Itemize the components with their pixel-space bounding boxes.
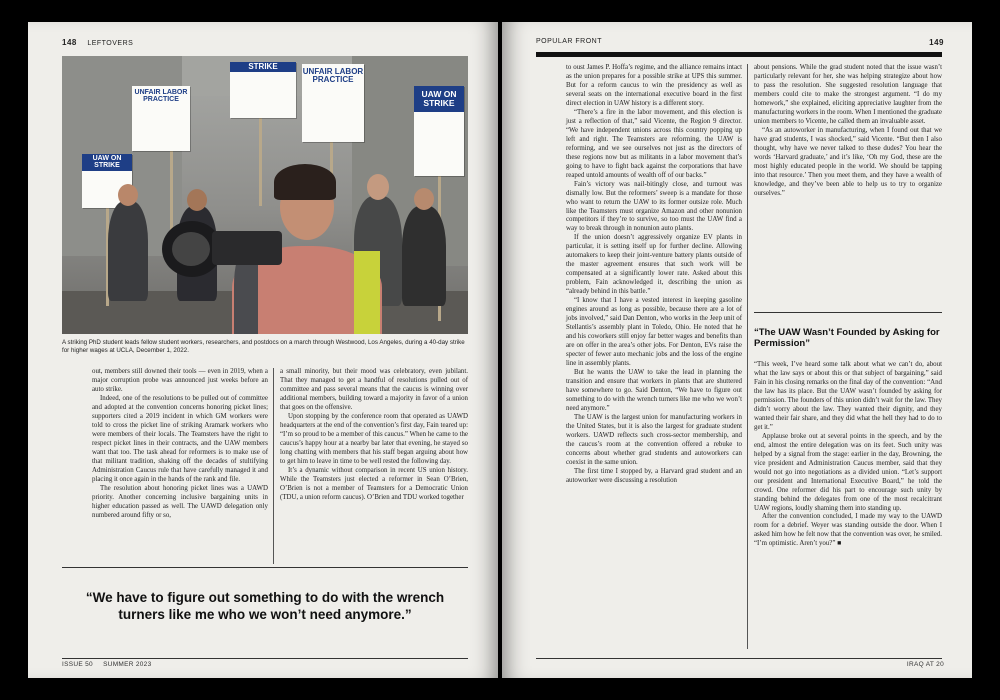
protest-sign: STRIKE <box>230 62 296 118</box>
right-column-2a <box>754 64 942 199</box>
paragraph: “There’s a fire in the labor movement, and this election is just a reflection of that,” said Vicente, the Region 9 director. “We have independent unions across this country popping up left and right. The Teamsters are reforming, the UAW is reforming, and we see ourselves not just as the directors of these regions now but as militants in a labor movement that’s going to have to fight back against the corporations that have reaped untold amounts of wealth off of our backs.” <box>566 108 742 179</box>
paragraph: It’s a dynamic without comparison in recent US union history. While the Teamsters just elected a reformer in Sean O’Brien, O’Brien is not a member of Teamsters for a Democratic Union (TDU, a union reform caucus). O’Brien and TDU worked together <box>280 466 468 501</box>
paragraph: Upon stopping by the conference room that operated as UAWD headquarters at the end of the convention’s first day, Fain teared up: “I’m so proud to be a member of this caucus.” When he came to the caucus’s happy hour at a nearby bar later that evening, he stayed so long chatting with members that his staff began arguing about how to get him to leave in time to be well rested the following day. <box>280 412 468 465</box>
header-rule <box>536 52 942 57</box>
protest-sign: UNFAIR LABOR PRACTICE <box>302 64 364 142</box>
paragraph: Indeed, one of the resolutions to be pulled out of committee and adopted at the convention concerns honoring picket lines; supporters cited a 2019 incident in which GM workers were told to cross the picket line of striking Aramark workers who were members of their locals. The Teamsters have the right to respect picket lines in their contracts, and the UAW members want that too. The task ahead for reformers is to make use of that militant tradition, shaking off the decades of stultifying Administration Caucus rule that have carefully managed it and placing it once again in the hands of the rank and file. <box>92 394 268 483</box>
right-page-number: 149 <box>929 38 944 47</box>
paragraph: a small minority, but their mood was celebratory, even jubilant. That they managed to get a handful of resolutions pulled out of committee and pass several means that the caucus is winning over additional members, building toward a majority in favor of a union that goes on the offensive. <box>280 368 468 411</box>
paragraph: But he wants the UAW to take the lead in planning the transition and ensure that workers in plants that are shuttered have somewhere to go. Said Denton, “We have to figure out something to do with the wrench turners like me who we won’t need anymore.” <box>566 368 742 412</box>
right-page-number-wrap <box>929 38 944 47</box>
right-column-1 <box>566 64 742 486</box>
left-page-number: 148 <box>62 38 77 47</box>
right-footer: IRAQ AT 20 <box>906 661 944 668</box>
paragraph: out, members still downed their tools — even in 2019, when a major corruption probe was announced just weeks before an auto strike. <box>92 368 268 393</box>
issue-date: SUMMER 2023 <box>103 661 152 668</box>
left-running-head <box>62 38 133 47</box>
paragraph: about pensions. While the grad student noted that the issue wasn’t particularly relevant for her, she was helping strategize about how to pass the resolution. She suggested resolution language that members could cite to make the strongest argument. “I do my homework,” she explained, eliciting appreciative laughter from the manufacturing workers in the room. When I mentioned the graduate union members to Vicente, he called them an invaluable asset. <box>754 64 942 125</box>
protest-sign: UAW ON STRIKE <box>82 154 132 208</box>
footer-rule <box>536 658 942 659</box>
footer-rule <box>62 658 468 659</box>
right-section-name: POPULAR FRONT <box>536 38 603 45</box>
left-column-2 <box>280 368 468 503</box>
column-divider <box>747 64 748 649</box>
column-divider <box>273 368 274 564</box>
paragraph: “As an autoworker in manufacturing, when I found out that we have grad students, I was shocked,” said Vicente. “But then I also thought, why have we never talked to these dudes? You hear the words ‘Harvard graduate,’ and it’s like, ‘Oh my God, these are the most highly educated people in the world. We should be tapping into that resource.’ Then you meet them, and they have a wealth of knowledge, and they’ve been able to help us to try to organize ourselves.” <box>754 126 942 197</box>
right-page <box>502 22 972 678</box>
left-section-name: LEFTOVERS <box>87 40 134 47</box>
paragraph: “This week, I’ve heard some talk about what we can’t do, about what the law says or about this or that subject of bargaining,” said Fain in his closing remarks on the final day of the convention: “And the law has its place. But the UAW wasn’t founded by asking for permission. The founders of this union didn’t wait for the law. They didn’t worry about the law. They wanted their dignity, and they wanted their fair share, and they did what the hell they had to do to get it.” <box>754 361 942 431</box>
left-footer <box>62 661 152 668</box>
section-subhead: “The UAW Wasn’t Founded by Asking for Permission” <box>754 327 940 350</box>
photo-caption: A striking PhD student leads fellow student workers, researchers, and postdocs on a march through Westwood, Los Angeles, during a 40-day strike for higher wages at UCLA, December 1, 2022. <box>62 339 465 355</box>
paragraph: The resolution about honoring picket lines was a UAWD priority. Another concerning inclusive bargaining units in higher education passed as well. The UAWD delegation only numbered around fifty or so, <box>92 484 268 519</box>
paragraph: to oust James P. Hoffa’s regime, and the alliance remains intact as the union prepares for a possible strike at UPS this summer. But for a reform caucus to win the presidency as well as several seats on the international executive board in the first direct election in UAW history is a different story. <box>566 64 742 107</box>
left-column-1 <box>92 368 268 520</box>
protest-photo <box>62 56 468 334</box>
paragraph: Fain’s victory was nail-bitingly close, and turnout was dismally low. But the reformers’ sweep is a mandate for those who want to return the UAW to its former outsize role. Much like the Teamsters must organize Amazon and other nonunion competitors if they’re to survive, so too must the UAW find a way to break through in nonunion auto plants. <box>566 180 742 233</box>
pull-quote: “We have to figure out something to do with the wrench turners like me who we won’t need anymore.” <box>85 590 445 622</box>
paragraph: The first time I stopped by, a Harvard grad student and an autoworker were discussing a resolution <box>566 467 742 484</box>
subhead-rule <box>754 312 942 313</box>
paragraph: The UAW is the largest union for manufacturing workers in the United States, but it is also the largest for graduate student workers. UAWD reflects such cross-sector membership, and the caucus’s room at the convention offered a rebuke to concerns about whether grad students and autoworkers can coexist in the same union. <box>566 413 742 466</box>
left-page <box>28 22 498 678</box>
issue-number: ISSUE 50 <box>62 661 93 668</box>
paragraph: If the union doesn’t aggressively organize EV plants in particular, it is setting itself up for further decline. Allowing automakers to keep their joint-venture battery plants outside of the master agreement ensures that such work will be compensated at a significantly lower rate. Asked about this problem, Fain acknowledged it, describing the union as “already behind in this battle.” <box>566 234 742 296</box>
paragraph: After the convention concluded, I made my way to the UAWD room for a debrief. Weyer was standing outside the door. When I asked him how he felt now that the convention was over, he smiled. “I’m optimistic. Aren’t you?” ■ <box>754 513 942 548</box>
protest-sign: UAW ON STRIKE <box>414 86 464 176</box>
right-column-2b <box>754 361 942 549</box>
paragraph: “I know that I have a vested interest in keeping gasoline engines around as long as possible, because there are a lot of jobs involved,” said Dan Denton, who works in the Jeep unit of Stellantis’s assembly plant in Toledo, Ohio. He noted that he and his coworkers still enjoy far better wages and benefits than are on offer in the area’s other jobs. For Denton, EVs raise the specter of fewer auto mechanic jobs and the loss of the engine line in assembly plants. <box>566 297 742 367</box>
paragraph: Applause broke out at several points in the speech, and by the end, almost the entire delegation was on its feet. Such unity was helped by a signal from the stage: earlier in the day, Browning, the vice president and Administration Caucus member, said that they would not go into negotiations as a divided union. “Let’s support our president and International Executive Board,” he told the crowd. One reformer did his part to encourage such unity by standing behind the delegates from one of the most recalcitrant UAW regions, loudly shaming them into standing up. <box>754 432 942 512</box>
pull-quote-box <box>62 568 468 658</box>
protest-sign: UNFAIR LABOR PRACTICE <box>132 86 190 151</box>
